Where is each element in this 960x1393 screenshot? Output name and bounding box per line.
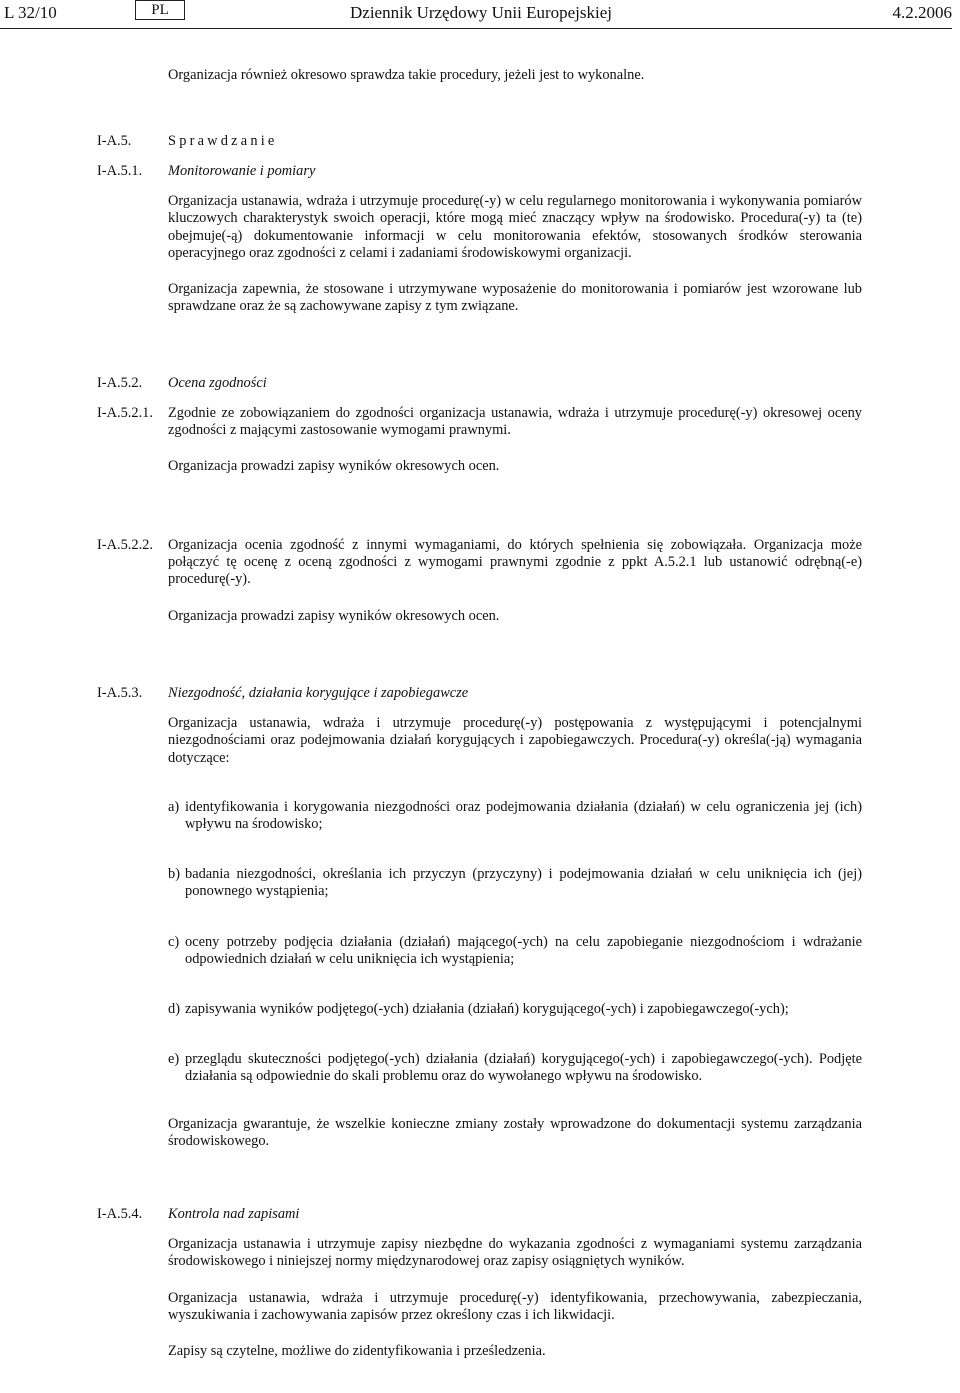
list-label: a) [168, 798, 180, 815]
paragraph: Organizacja ustanawia i utrzymuje zapisy niezbędne do wykazania zgodności z wymaganiami systemu zarządzania środowiskowego i niniejszej normy międzynarodowej oraz zapisy osiągniętych wyników. [168, 1236, 862, 1270]
section-number: I-A.5.2. [97, 375, 143, 391]
paragraph: Organizacja ocenia zgodność z innymi wymaganiami, do których spełnienia się zobowiązała. Organizacja może połączyć tę ocenę z oceną zgodności z wymogami prawnymi zgodnie z ppkt A.5.2.1 lub ustanowić odrębną(-e) procedurę(-y). [168, 537, 862, 588]
publication-date: 4.2.2006 [892, 3, 952, 22]
intro-paragraph: Organizacja również okresowo sprawdza takie procedury, jeżeli jest to wykonalne. [168, 67, 645, 83]
page-number: L 32/10 [4, 3, 57, 22]
paragraph: Zgodnie ze zobowiązaniem do zgodności organizacja ustanawia, wdraża i utrzymuje procedurę(-y) okresowej oceny zgodności z mającymi zastosowanie wymogami prawnymi. [168, 405, 862, 439]
page-header [0, 0, 952, 29]
list-item [168, 1001, 862, 1018]
list-text: zapisywania wyników podjętego(-ych) działania (działań) korygującego(-ych) i zapobiegawczego(-ych); [185, 1001, 789, 1018]
section-number: I-A.5.4. [97, 1206, 143, 1222]
list-text: badania niezgodności, określania ich przyczyn (przyczyny) i podejmowania działań w celu uniknięcia ich (jej) ponownego wystąpienia; [185, 866, 862, 900]
section-number: I-A.5.2.2. [97, 537, 153, 553]
paragraph: Organizacja ustanawia, wdraża i utrzymuje procedurę(-y) identyfikowania, przechowywania, zabezpieczania, wyszukiwania i zachowywania zapisów przez określony czas i ich likwidacji. [168, 1289, 862, 1323]
list-item [168, 866, 862, 900]
list-label: c) [168, 933, 180, 950]
list-label: d) [168, 1001, 180, 1018]
list-text: oceny potrzeby podjęcia działania (działań) mającego(-ych) na celu zapobieganie niezgodnościom i wdrażanie odpowiednich działań w celu uniknięcia ich wystąpienia; [185, 933, 862, 967]
paragraph: Organizacja prowadzi zapisy wyników okresowych ocen. [168, 458, 500, 475]
paragraph: Organizacja ustanawia, wdraża i utrzymuje procedurę(-y) w celu regularnego monitorowania i wykonywania pomiarów kluczowych charakterystyk swoich operacji, które mogą mieć znaczący wpływ na środowisko. Procedura(-y) ta (te) obejmuje(-ą) dokumentowanie informacji w celu monitorowania efektów, stosowanych środków sterowania operacyjnego oraz zgodności z celami i zadaniami środowiskowymi organizacji. [168, 193, 862, 261]
section-title: Niezgodność, działania korygujące i zapobiegawcze [168, 685, 469, 701]
list-text: identyfikowania i korygowania niezgodności oraz podejmowania działania (działań) w celu ograniczenia jej (ich) wpływu na środowisko; [185, 798, 862, 833]
section-title: Kontrola nad zapisami [168, 1206, 300, 1222]
list-label: b) [168, 866, 180, 883]
paragraph: Organizacja zapewnia, że stosowane i utrzymywane wyposażenie do monitorowania i pomiarów jest wzorowane lub sprawdzane oraz że są zachowywane zapisy z tym związane. [168, 281, 862, 315]
list-text: przeglądu skuteczności podjętego(-ych) działania (działań) korygującego(-ych) i zapobiegawczego(-ych). Podjęte działania są odpowiednie do skali problemu oraz do wywołanego wpływu na środowisko. [185, 1051, 862, 1085]
section-number: I-A.5.3. [97, 685, 143, 701]
paragraph: Organizacja ustanawia, wdraża i utrzymuje procedurę(-y) postępowania z występującymi i potencjalnymi niezgodnościami oraz podejmowania działań korygujących i zapobiegawczych. Procedura(-y) określa(-ją) wymagania dotyczące: [168, 715, 862, 766]
paragraph: Zapisy są czytelne, możliwe do zidentyfikowania i prześledzenia. [168, 1343, 546, 1360]
list-item [168, 934, 862, 968]
list-label: e) [168, 1051, 180, 1068]
language-badge: PL [135, 0, 185, 20]
journal-title: Dziennik Urzędowy Unii Europejskiej [350, 3, 613, 22]
section-number: I-A.5.1. [97, 163, 143, 179]
paragraph: Organizacja prowadzi zapisy wyników okresowych ocen. [168, 607, 500, 624]
section-title: Ocena zgodności [168, 375, 267, 391]
section-title: Monitorowanie i pomiary [168, 163, 316, 179]
list-item [168, 799, 862, 833]
section-number: I-A.5. [97, 133, 132, 149]
section-number: I-A.5.2.1. [97, 405, 153, 421]
list-item [168, 1051, 862, 1085]
paragraph: Organizacja gwarantuje, że wszelkie konieczne zmiany zostały wprowadzone do dokumentacji systemu zarządzania środowiskowego. [168, 1115, 862, 1149]
section-title: Sprawdzanie [168, 133, 278, 149]
